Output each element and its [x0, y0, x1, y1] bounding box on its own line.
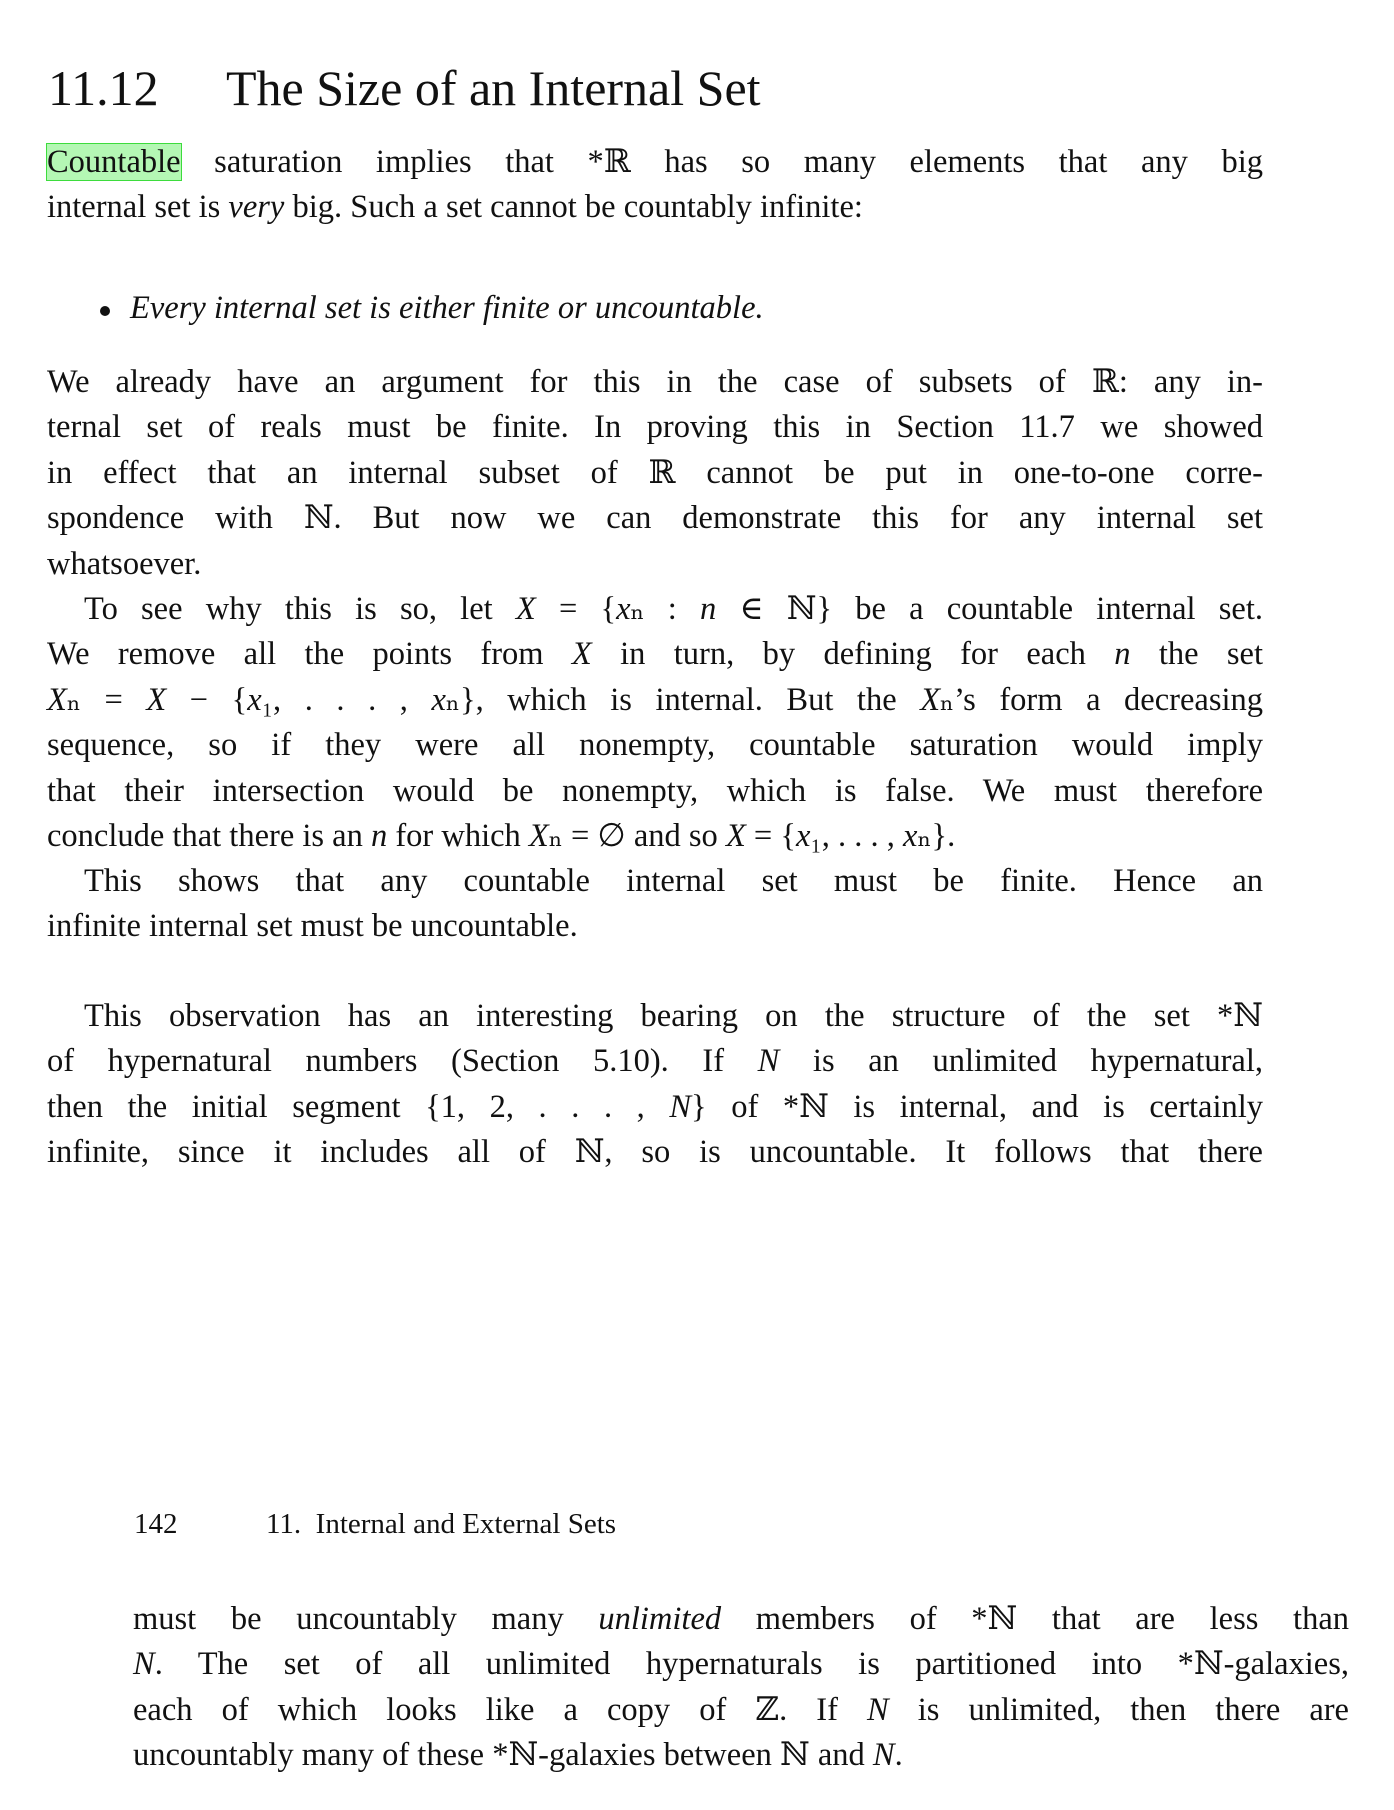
- text-span: in effect that an internal subset of ℝ cannot be put in one-to-one corre-: [47, 454, 1263, 491]
- text-span: members of *ℕ that are less than: [721, 1601, 1349, 1637]
- italic-text: x: [795, 817, 811, 854]
- text-span: each of which looks like a copy of ℤ. If: [133, 1691, 868, 1728]
- text-span: conclude that there is an: [47, 817, 371, 854]
- text-line: [47, 904, 1263, 949]
- bullet-text: Every internal set is either finite or uncountable.: [130, 290, 764, 326]
- text-line: [47, 496, 1263, 541]
- italic-text: x: [903, 817, 918, 854]
- text-span: ₙ}, which is internal. But the: [445, 681, 921, 718]
- text-span: saturation implies that *ℝ has so many elements that any big: [180, 144, 1263, 180]
- bullet-icon: [100, 306, 110, 316]
- text-span: ₙ}.: [917, 817, 956, 854]
- paragraph-intro: [47, 140, 1263, 231]
- italic-text: N: [669, 1088, 692, 1125]
- highlighted-word: Countable: [47, 144, 181, 180]
- text-span: in turn, by defining for each: [591, 636, 1115, 673]
- text-span: infinite, since it includes all of ℕ, so is uncountable. It follows that there: [47, 1134, 1263, 1171]
- text-line: [133, 1642, 1349, 1687]
- text-span: sequence, so if they were all nonempty, countable saturation would imply: [47, 727, 1263, 764]
- text-line: [47, 1039, 1263, 1084]
- italic-text: n: [1114, 636, 1131, 673]
- text-span: of hypernatural numbers (Section 5.10). If: [47, 1043, 758, 1080]
- text-span: is an unlimited hypernatural,: [779, 1043, 1263, 1080]
- text-span: We remove all the points from: [47, 636, 572, 673]
- paragraph-conclusion: [47, 859, 1263, 950]
- text-span: = {: [745, 817, 796, 854]
- text-span: infinite internal set must be uncountable.: [47, 908, 578, 945]
- text-line: [47, 678, 1263, 723]
- text-line: [47, 587, 1263, 632]
- text-line: [47, 814, 1263, 859]
- text-span: − {: [166, 681, 248, 718]
- italic-text: X: [47, 681, 67, 718]
- text-span: spondence with ℕ. But now we can demonstrate this for any internal set: [47, 500, 1263, 537]
- text-span: is unlimited, then there are: [888, 1691, 1349, 1728]
- paragraph-observation: [47, 994, 1263, 1176]
- text-span: To see why this is so, let: [84, 591, 516, 627]
- text-line: [133, 1688, 1349, 1733]
- italic-text: X: [528, 817, 549, 854]
- italic-text: x: [431, 681, 446, 718]
- italic-text: X: [146, 681, 167, 718]
- text-line: [47, 140, 1263, 185]
- text-span: } of *ℕ is internal, and is certainly: [691, 1088, 1264, 1125]
- text-line: [133, 1597, 1349, 1642]
- text-line: [47, 769, 1263, 814]
- italic-text: X: [515, 591, 536, 627]
- text-line: [47, 1085, 1263, 1130]
- text-span: that their intersection would be nonempty, which is false. We must therefore: [47, 772, 1263, 809]
- text-line: [47, 859, 1263, 904]
- text-span: whatsoever.: [47, 545, 202, 582]
- text-span: then the initial segment {1, 2, . . . ,: [47, 1088, 670, 1125]
- text-span: for which: [387, 817, 529, 854]
- section-heading: [48, 58, 761, 118]
- text-line: [133, 1733, 1349, 1778]
- text-span: = {: [535, 591, 617, 627]
- text-span: must be uncountably many: [133, 1601, 599, 1637]
- italic-text: N: [872, 1737, 895, 1774]
- italic-text: very: [228, 189, 285, 226]
- text-span: ₙ = ∅ and so: [548, 817, 726, 854]
- italic-text: X: [920, 681, 941, 718]
- running-head: 11. Internal and External Sets: [266, 1508, 617, 1540]
- italic-text: N: [757, 1043, 780, 1080]
- text-span: This shows that any countable internal set must be finite. Hence an: [84, 863, 1263, 899]
- text-line: [47, 994, 1263, 1039]
- text-line: [47, 723, 1263, 768]
- text-span: ₁, . . . ,: [810, 817, 904, 854]
- italic-text: N: [867, 1691, 889, 1728]
- italic-text: x: [247, 681, 262, 718]
- text-line: [47, 185, 1263, 230]
- italic-text: x: [616, 591, 631, 627]
- bullet-item: [100, 286, 764, 331]
- italic-text: unlimited: [598, 1601, 722, 1637]
- text-line: [47, 405, 1263, 450]
- text-span: ₁, . . . ,: [261, 681, 432, 718]
- paragraph-proof: [47, 587, 1263, 859]
- page-number: 142: [134, 1508, 178, 1540]
- text-span: .: [894, 1737, 903, 1774]
- section-title: The Size of an Internal Set: [226, 60, 761, 116]
- text-span: We already have an argument for this in the case of subsets of ℝ: any in-: [47, 364, 1263, 400]
- text-span: ₙ’s form a decreasing: [940, 681, 1264, 718]
- text-span: ∈ ℕ} be a countable internal set.: [716, 591, 1263, 627]
- italic-text: n: [370, 817, 388, 854]
- text-span: ₙ =: [66, 681, 147, 718]
- text-span: ₙ :: [630, 591, 701, 627]
- text-line: [47, 1130, 1263, 1175]
- text-span: This observation has an interesting bearing on the structure of the set *ℕ: [84, 998, 1263, 1034]
- text-span: big. Such a set cannot be countably infinite:: [284, 189, 863, 226]
- text-line: [47, 360, 1263, 405]
- text-span: . The set of all unlimited hypernaturals is partitioned into *ℕ-galaxies,: [154, 1646, 1349, 1683]
- italic-text: N: [133, 1646, 155, 1683]
- text-span: ternal set of reals must be finite. In proving this in Section 11.7 we showed: [47, 409, 1263, 446]
- paragraph-argument: [47, 360, 1263, 587]
- text-span: the set: [1130, 636, 1263, 673]
- section-number: 11.12: [48, 60, 159, 116]
- page-footer: [134, 1506, 616, 1542]
- italic-text: X: [725, 817, 746, 854]
- italic-text: X: [571, 636, 592, 673]
- text-span: uncountably many of these *ℕ-galaxies between ℕ and: [133, 1737, 873, 1774]
- italic-text: n: [700, 591, 717, 627]
- text-line: [47, 542, 1263, 587]
- text-line: [47, 632, 1263, 677]
- text-line: [47, 451, 1263, 496]
- text-span: internal set is: [47, 189, 229, 226]
- paragraph-continuation: [133, 1597, 1349, 1779]
